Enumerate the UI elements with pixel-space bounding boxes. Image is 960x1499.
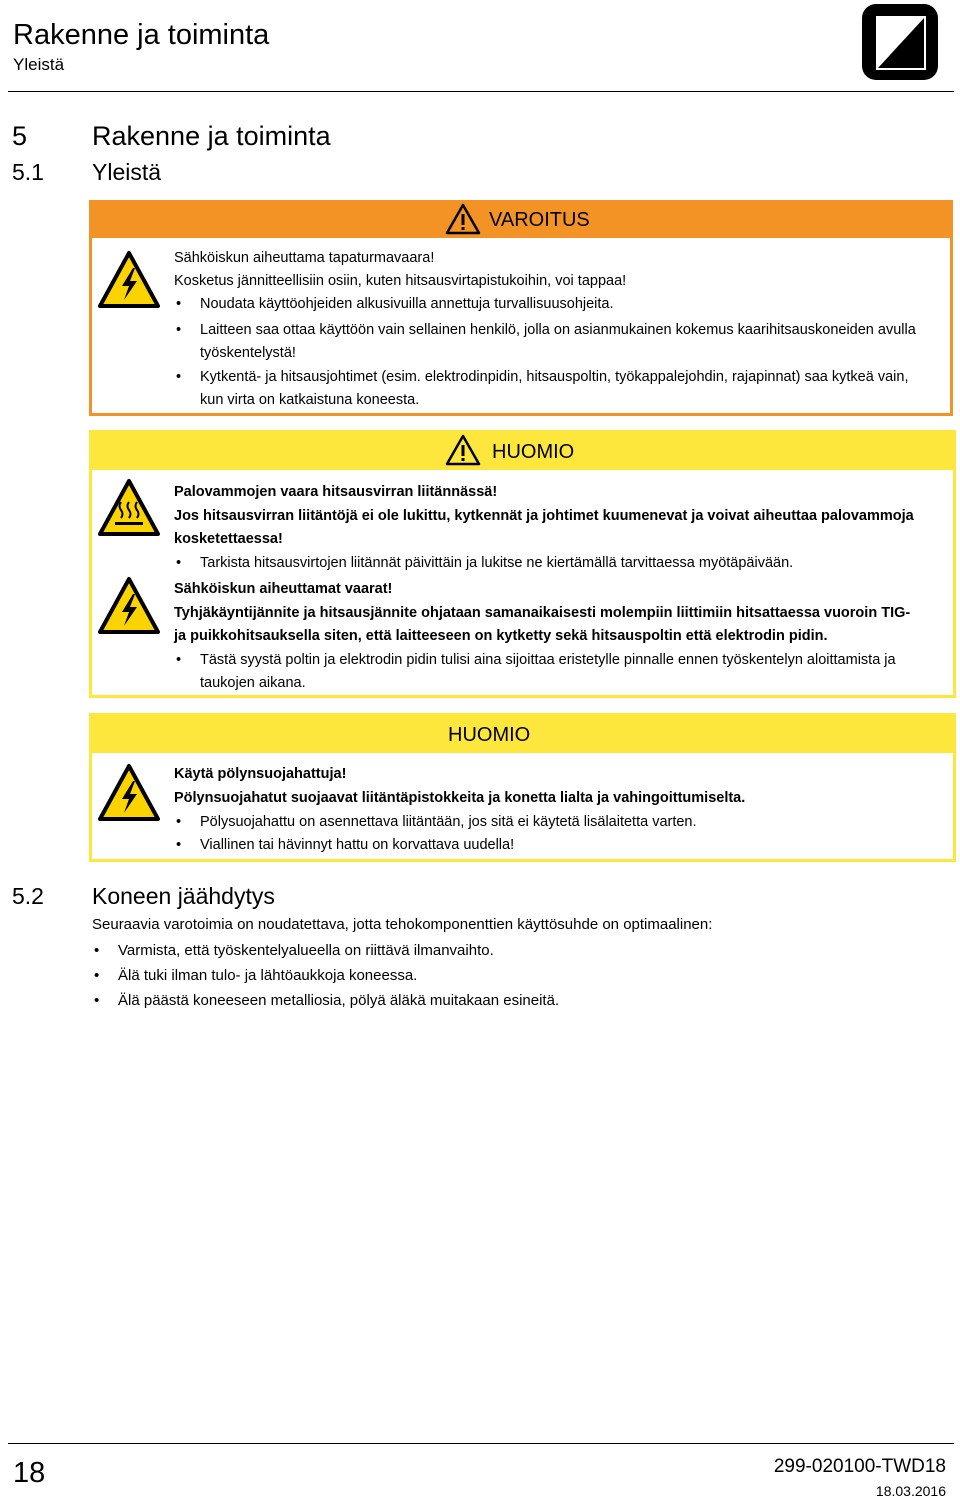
bullet-marker: • [94, 942, 100, 959]
cooling-bullet-1: Varmista, että työskentelyalueella on riittävä ilmanvaihto. [118, 942, 494, 959]
notice1-heading-2: Jos hitsausvirran liitäntöjä ei ole lukittu, kytkennät ja johtimet kuumenevat ja voivat aiheuttaa palovammoja [174, 508, 914, 524]
subsection-title: Koneen jäähdytys [92, 883, 275, 909]
notice1-heading-4: Tyhjäkäyntijännite ja hitsausjännite ohjataan samanaikaisesti molempiin liittimiin hitsattaessa vuoroin TIG- [174, 605, 911, 621]
notice1-bullet-2: Tästä syystä poltin ja elektrodin pidin tulisi aina sijoittaa eristetylle pinnalle ennen työskentelyn aloittamista ja [200, 652, 896, 668]
notice-label: HUOMIO [448, 724, 531, 746]
section-title: Rakenne ja toiminta [92, 121, 331, 151]
notice1-heading-4-cont: ja puikkohitsauksella siten, että laitteeseen on kytketty sekä hitsauspoltin että elektrodin pidin. [174, 628, 828, 644]
notice-header-bar [89, 430, 956, 470]
electric-shock-icon [97, 576, 161, 636]
electric-shock-icon [97, 763, 161, 823]
notice-header-bar [89, 713, 956, 753]
subsection-title: Yleistä [92, 159, 162, 185]
cooling-bullet-2: Älä tuki ilman tulo- ja lähtöaukkoja koneessa. [118, 967, 418, 984]
subsection-number: 5.2 [12, 883, 44, 909]
bullet-marker: • [176, 837, 182, 853]
cooling-bullet-3: Älä päästä koneeseen metalliosia, pölyä äläkä muitakaan esineitä. [118, 992, 560, 1009]
notice1-bullet-2-cont: taukojen aikana. [200, 675, 306, 691]
bullet-marker: • [176, 555, 182, 571]
warning-bullet-1: Noudata käyttöohjeiden alkusivuilla annettuja turvallisuusohjeita. [200, 296, 614, 312]
bullet-marker: • [176, 652, 182, 668]
notice1-heading-2-cont: kosketettaessa! [174, 531, 283, 547]
footer-divider [8, 1443, 954, 1444]
cooling-intro: Seuraavia varotoimia on noudatettava, jotta tehokomponenttien käyttösuhde on optimaalinen: [92, 916, 713, 933]
warning-header-bar [89, 200, 953, 238]
document-number: 299-020100-TWD18 [773, 1456, 946, 1477]
page-header-title: Rakenne ja toiminta [13, 19, 270, 51]
warning-triangle-icon [445, 203, 481, 235]
electric-shock-icon [97, 250, 161, 310]
bullet-marker: • [176, 369, 182, 385]
warning-bullet-3-cont: kun virta on katkaistuna koneesta. [200, 392, 420, 408]
warning-bullet-3: Kytkentä- ja hitsausjohtimet (esim. elektrodinpidin, hitsauspoltin, työkappalejohdin, rajapinnat) saa kytkeä vain, [200, 369, 909, 385]
notice2-bullet-1: Pölysuojahattu on asennettava liitäntään, jos sitä ei käytetä lisälaitetta varten. [200, 814, 697, 830]
notice-label: HUOMIO [492, 441, 575, 463]
notice1-bullet-1: Tarkista hitsausvirtojen liitännät päivittäin ja lukitse ne kiertämällä tarvittaessa myötäpäivään. [200, 555, 794, 571]
warning-line-2: Kosketus jännitteellisiin osiin, kuten hitsausvirtapistukoihin, voi tappaa! [174, 273, 627, 289]
notice1-heading-3: Sähköiskun aiheuttamat vaarat! [174, 581, 393, 597]
bullet-marker: • [94, 992, 100, 1009]
warning-label: VAROITUS [489, 209, 590, 231]
document-date: 18.03.2016 [875, 1483, 946, 1499]
brand-logo-icon [860, 2, 940, 82]
section-number: 5 [12, 121, 28, 151]
bullet-marker: • [176, 322, 182, 338]
bullet-marker: • [94, 967, 100, 984]
warning-bullet-2: Laitteen saa ottaa käyttöön vain sellainen henkilö, jolla on asianmukainen kokemus kaarihitsauskoneiden avulla [200, 322, 916, 338]
header-divider [8, 91, 954, 92]
notice2-bullet-2: Viallinen tai hävinnyt hattu on korvattava uudella! [200, 837, 515, 853]
hot-surface-icon [97, 478, 161, 538]
bullet-marker: • [176, 814, 182, 830]
page-header-subtitle: Yleistä [13, 55, 65, 74]
subsection-number: 5.1 [12, 159, 44, 185]
notice2-heading-1: Käytä pölynsuojahattuja! [174, 766, 347, 782]
notice2-heading-2: Pölynsuojahatut suojaavat liitäntäpistokkeita ja konetta lialta ja vahingoittumiselta. [174, 790, 746, 806]
warning-bullet-2-cont: työskentelystä! [200, 345, 296, 361]
warning-line-1: Sähköiskun aiheuttama tapaturmavaara! [174, 250, 435, 266]
page-number: 18 [13, 1457, 46, 1489]
bullet-marker: • [176, 296, 182, 312]
notice1-heading-1: Palovammojen vaara hitsausvirran liitännässä! [174, 484, 498, 500]
warning-triangle-icon [445, 434, 481, 466]
